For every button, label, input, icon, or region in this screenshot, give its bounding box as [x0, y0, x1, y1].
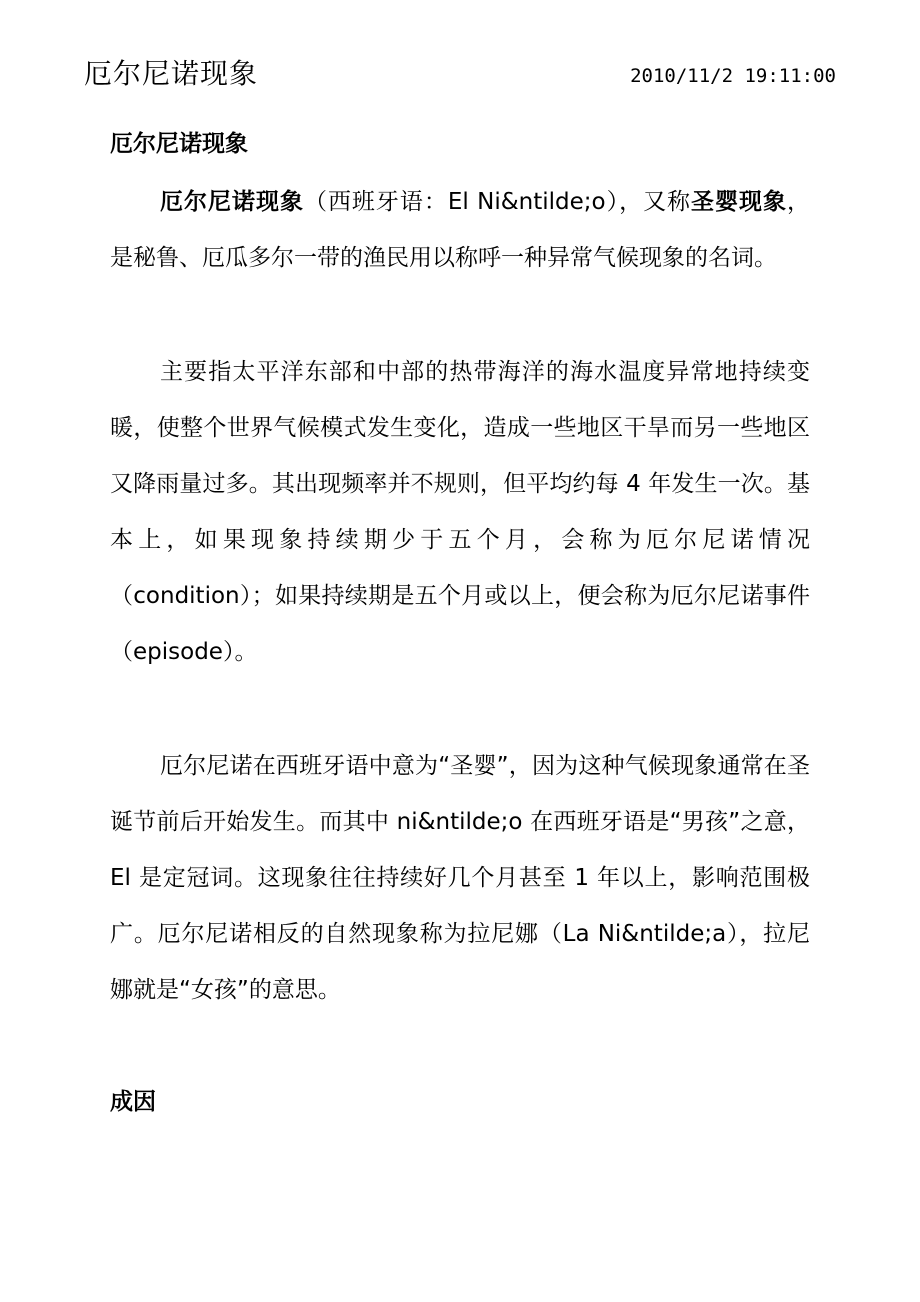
section-heading-el-nino: 厄尔尼诺现象 [110, 131, 248, 157]
page-header [0, 0, 920, 110]
paragraph-etymology: 厄尔尼诺在西班牙语中意为“圣婴”，因为这种气候现象通常在圣诞节前后开始发生。而其中 ni&ntilde;o 在西班牙语是“男孩”之意，El 是定冠词。这现象往往持续好几个月甚至 1 年以上，影响范围极广。厄尔尼诺相反的自然现象称为拉尼娜（La Ni&ntilde;a），拉尼娜就是“女孩”的意思。 [110, 753, 810, 1003]
intro-text-a: （西班牙语：El Ni&ntilde;o），又称 [303, 189, 692, 215]
bold-term: 厄尔尼诺现象 [160, 189, 304, 215]
intro-text-b: ，是秘鲁、厄瓜多尔一带的渔民用以称呼一种异常气候现象的名词。 [110, 189, 811, 271]
document-title: 厄尔尼诺现象 [84, 57, 259, 90]
document-body [110, 118, 810, 1128]
bold-alt-term: 圣婴现象 [691, 189, 788, 215]
section-heading-causes: 成因 [110, 1089, 156, 1115]
paragraph-intro [110, 174, 810, 286]
paragraph-definition: 主要指太平洋东部和中部的热带海洋的海水温度异常地持续变暖，使整个世界气候模式发生变化，造成一些地区干旱而另一些地区又降雨量过多。其出现频率并不规则，但平均约每 4 年发生一次。基本上，如果现象持续期少于五个月，会称为厄尔尼诺情况（condition）；如果持续期是五个月或以上，便会称为厄尔尼诺事件（episode）。 [110, 359, 810, 665]
document-timestamp: 2010/11/2 19:11:00 [630, 65, 836, 87]
